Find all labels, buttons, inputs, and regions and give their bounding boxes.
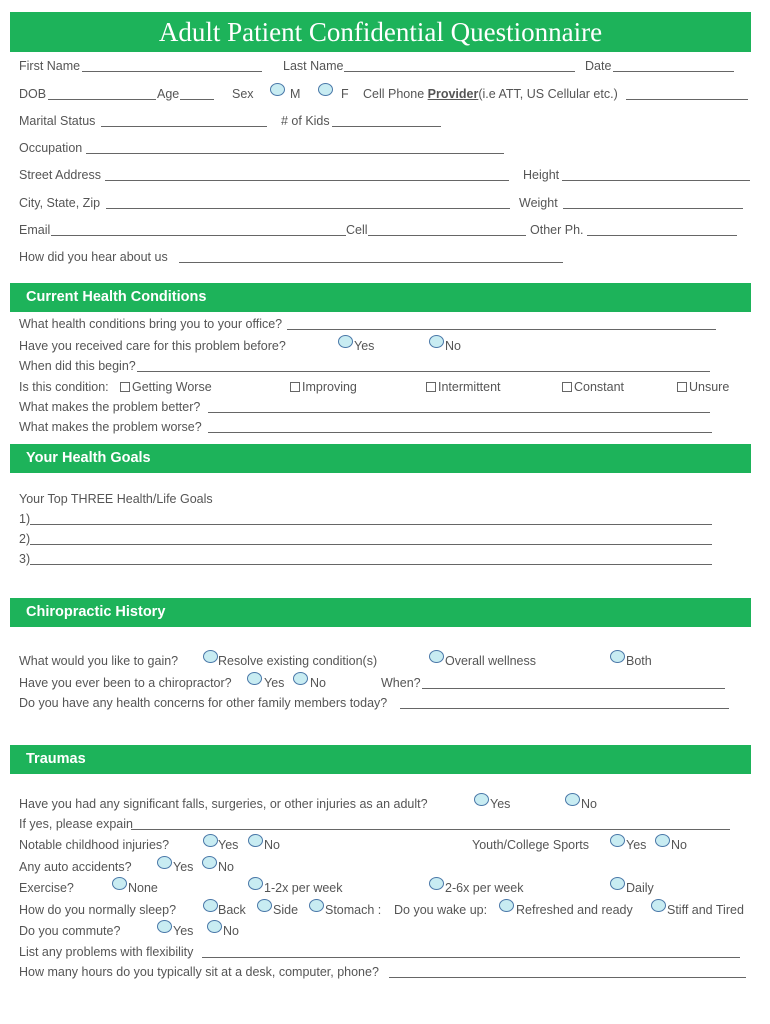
commute-yes-radio[interactable]: [157, 920, 172, 933]
wake-stiff-label: Stiff and Tired: [667, 903, 744, 917]
sex-m-label: M: [290, 87, 301, 101]
childhood-yes-label: Yes: [218, 838, 239, 852]
unsure-checkbox[interactable]: [677, 382, 687, 392]
both-label: Both: [626, 654, 652, 668]
height-field[interactable]: [562, 180, 750, 181]
better-field[interactable]: [208, 412, 710, 413]
falls-yes-radio[interactable]: [474, 793, 489, 806]
age-label: Age: [157, 87, 180, 101]
street-label: Street Address: [19, 168, 101, 182]
been-no-label: No: [310, 676, 326, 690]
row-dob: [19, 86, 751, 102]
cell-phone-text: Cell Phone: [363, 87, 425, 101]
row-condition-type: [19, 379, 751, 395]
goal-2-label: 2): [19, 532, 31, 546]
row-names: [19, 58, 751, 74]
unsure-option[interactable]: [677, 379, 729, 395]
occupation-field[interactable]: [86, 153, 504, 154]
family-label: Do you have any health concerns for other family members today?: [19, 696, 388, 710]
sleep-back-radio[interactable]: [203, 899, 218, 912]
row-falls: [19, 796, 751, 812]
conditions-label: What health conditions bring you to your office?: [19, 317, 283, 331]
flexibility-field[interactable]: [202, 957, 740, 958]
chiro-history-header: Chiropractic History: [10, 598, 751, 627]
getting-worse-label: Getting Worse: [132, 380, 212, 394]
row-better: [19, 399, 751, 415]
sitting-label: How many hours do you typically sit at a desk, computer, phone?: [19, 965, 379, 979]
last-name-field[interactable]: [344, 71, 575, 72]
date-field[interactable]: [613, 71, 734, 72]
row-childhood: [19, 837, 751, 853]
childhood-yes-radio[interactable]: [203, 834, 218, 847]
row-flexibility: [19, 944, 751, 960]
been-no-radio[interactable]: [293, 672, 308, 685]
when-label: When?: [381, 676, 421, 690]
cell-phone-label: [363, 86, 618, 102]
commute-yes-label: Yes: [173, 924, 194, 938]
sitting-field[interactable]: [389, 977, 746, 978]
row-marital: [19, 113, 751, 129]
wellness-radio[interactable]: [429, 650, 444, 663]
auto-label: Any auto accidents?: [19, 860, 132, 874]
auto-yes-label: Yes: [173, 860, 194, 874]
care-no-label: No: [445, 339, 461, 353]
email-label: Email: [19, 223, 51, 237]
row-been-chiro: [19, 675, 751, 691]
when-begin-label: When did this begin?: [19, 359, 136, 373]
row-email: [19, 222, 751, 238]
marital-status-label: Marital Status: [19, 114, 96, 128]
commute-no-label: No: [223, 924, 239, 938]
city-field[interactable]: [106, 208, 510, 209]
first-name-field[interactable]: [82, 71, 262, 72]
exercise-daily-label: Daily: [626, 881, 654, 895]
gain-label: What would you like to gain?: [19, 654, 179, 668]
row-hear: [19, 249, 751, 265]
care-no-radio[interactable]: [429, 335, 444, 348]
improving-option[interactable]: [290, 379, 357, 395]
when-begin-field[interactable]: [137, 371, 710, 372]
row-sitting: [19, 964, 751, 980]
row-goals-intro: [19, 491, 751, 507]
care-yes-radio[interactable]: [338, 335, 353, 348]
kids-label: # of Kids: [281, 114, 330, 128]
sports-no-label: No: [671, 838, 687, 852]
getting-worse-checkbox[interactable]: [120, 382, 130, 392]
condition-type-label: Is this condition:: [19, 380, 109, 394]
intermittent-option[interactable]: [426, 379, 501, 395]
been-chiro-label: Have you ever been to a chiropractor?: [19, 676, 232, 690]
sports-yes-label: Yes: [626, 838, 647, 852]
sports-no-radio[interactable]: [655, 834, 670, 847]
sex-f-radio[interactable]: [318, 83, 333, 96]
row-care-before: [19, 338, 751, 354]
provider-hint: (i.e ATT, US Cellular etc.): [478, 87, 618, 101]
unsure-label: Unsure: [689, 380, 730, 394]
form-title: Adult Patient Confidential Questionnaire: [10, 12, 751, 52]
explain-field[interactable]: [131, 829, 730, 830]
sports-label: Youth/College Sports: [472, 838, 589, 852]
exercise-2-6-label: 2-6x per week: [445, 881, 524, 895]
childhood-no-label: No: [264, 838, 280, 852]
care-before-label: Have you received care for this problem before?: [19, 339, 286, 353]
wake-refreshed-label: Refreshed and ready: [516, 903, 633, 917]
childhood-no-radio[interactable]: [248, 834, 263, 847]
provider-label: Provider: [427, 87, 479, 101]
date-label: Date: [585, 59, 612, 73]
sex-f-label: F: [341, 87, 349, 101]
row-commute: [19, 923, 751, 939]
traumas-header: Traumas: [10, 745, 751, 774]
goals-intro-label: Your Top THREE Health/Life Goals: [19, 492, 213, 506]
exercise-2-6-radio[interactable]: [429, 877, 444, 890]
worse-label: What makes the problem worse?: [19, 420, 202, 434]
provider-field[interactable]: [626, 99, 748, 100]
improving-label: Improving: [302, 380, 357, 394]
been-yes-label: Yes: [264, 676, 285, 690]
constant-checkbox[interactable]: [562, 382, 572, 392]
row-exercise: [19, 880, 751, 896]
hear-about-field[interactable]: [179, 262, 563, 263]
intermittent-label: Intermittent: [438, 380, 501, 394]
cell-field[interactable]: [368, 235, 526, 236]
worse-field[interactable]: [208, 432, 712, 433]
occupation-label: Occupation: [19, 141, 83, 155]
other-phone-field[interactable]: [587, 235, 737, 236]
exercise-none-radio[interactable]: [112, 877, 127, 890]
row-gain: [19, 653, 751, 669]
sleep-label: How do you normally sleep?: [19, 903, 177, 917]
sex-label: Sex: [232, 87, 254, 101]
height-label: Height: [523, 168, 560, 182]
row-worse: [19, 419, 751, 435]
weight-label: Weight: [519, 196, 558, 210]
care-yes-label: Yes: [354, 339, 375, 353]
goal-2-field[interactable]: [30, 544, 712, 545]
falls-yes-label: Yes: [490, 797, 511, 811]
sleep-back-label: Back: [218, 903, 246, 917]
goal-1-field[interactable]: [30, 524, 712, 525]
street-field[interactable]: [105, 180, 509, 181]
other-phone-label: Other Ph.: [530, 223, 584, 237]
better-label: What makes the problem better?: [19, 400, 201, 414]
hear-about-label: How did you hear about us: [19, 250, 168, 264]
intermittent-checkbox[interactable]: [426, 382, 436, 392]
row-goal-1: [19, 511, 751, 527]
sleep-side-radio[interactable]: [257, 899, 272, 912]
cell-label: Cell: [346, 223, 368, 237]
row-sleep: [19, 902, 751, 918]
constant-label: Constant: [574, 380, 625, 394]
sleep-stomach-label: Stomach :: [325, 903, 382, 917]
sports-yes-radio[interactable]: [610, 834, 625, 847]
marital-status-field[interactable]: [101, 126, 267, 127]
goal-3-field[interactable]: [30, 564, 712, 565]
improving-checkbox[interactable]: [290, 382, 300, 392]
row-occupation: [19, 140, 751, 156]
row-street: [19, 167, 751, 183]
row-goal-3: [19, 551, 751, 567]
row-auto: [19, 859, 751, 875]
last-name-label: Last Name: [283, 59, 344, 73]
goal-1-label: 1): [19, 512, 31, 526]
exercise-1-2-label: 1-2x per week: [264, 881, 343, 895]
current-health-header: Current Health Conditions: [10, 283, 751, 312]
sleep-side-label: Side: [273, 903, 299, 917]
wake-label: Do you wake up:: [394, 903, 488, 917]
dob-field[interactable]: [48, 99, 156, 100]
commute-label: Do you commute?: [19, 924, 121, 938]
explain-label: If yes, please expain: [19, 817, 133, 831]
conditions-field[interactable]: [287, 329, 716, 330]
wake-refreshed-radio[interactable]: [499, 899, 514, 912]
row-city: [19, 195, 751, 211]
row-goal-2: [19, 531, 751, 547]
wellness-label: Overall wellness: [445, 654, 537, 668]
exercise-1-2-radio[interactable]: [248, 877, 263, 890]
sleep-stomach-radio[interactable]: [309, 899, 324, 912]
exercise-label: Exercise?: [19, 881, 74, 895]
health-goals-header: Your Health Goals: [10, 444, 751, 473]
wake-stiff-radio[interactable]: [651, 899, 666, 912]
age-field[interactable]: [180, 99, 214, 100]
family-field[interactable]: [400, 708, 729, 709]
falls-label: Have you had any significant falls, surgeries, or other injuries as an adult?: [19, 797, 428, 811]
resolve-radio[interactable]: [203, 650, 218, 663]
exercise-none-label: None: [128, 881, 158, 895]
kids-field[interactable]: [332, 126, 441, 127]
getting-worse-option[interactable]: [120, 379, 212, 395]
row-family: [19, 695, 751, 711]
resolve-label: Resolve existing condition(s): [218, 654, 378, 668]
auto-no-label: No: [218, 860, 234, 874]
constant-option[interactable]: [562, 379, 624, 395]
weight-field[interactable]: [563, 208, 743, 209]
row-when-begin: [19, 358, 751, 374]
when-field[interactable]: [422, 688, 725, 689]
been-yes-radio[interactable]: [247, 672, 262, 685]
row-explain: [19, 816, 751, 832]
childhood-label: Notable childhood injuries?: [19, 838, 170, 852]
city-label: City, State, Zip: [19, 196, 101, 210]
falls-no-label: No: [581, 797, 597, 811]
goal-3-label: 3): [19, 552, 31, 566]
email-field[interactable]: [51, 235, 346, 236]
sex-m-radio[interactable]: [270, 83, 285, 96]
commute-no-radio[interactable]: [207, 920, 222, 933]
row-conditions: [19, 316, 751, 332]
dob-label: DOB: [19, 87, 47, 101]
falls-no-radio[interactable]: [565, 793, 580, 806]
flexibility-label: List any problems with flexibility: [19, 945, 194, 959]
first-name-label: First Name: [19, 59, 81, 73]
auto-yes-radio[interactable]: [157, 856, 172, 869]
both-radio[interactable]: [610, 650, 625, 663]
auto-no-radio[interactable]: [202, 856, 217, 869]
exercise-daily-radio[interactable]: [610, 877, 625, 890]
